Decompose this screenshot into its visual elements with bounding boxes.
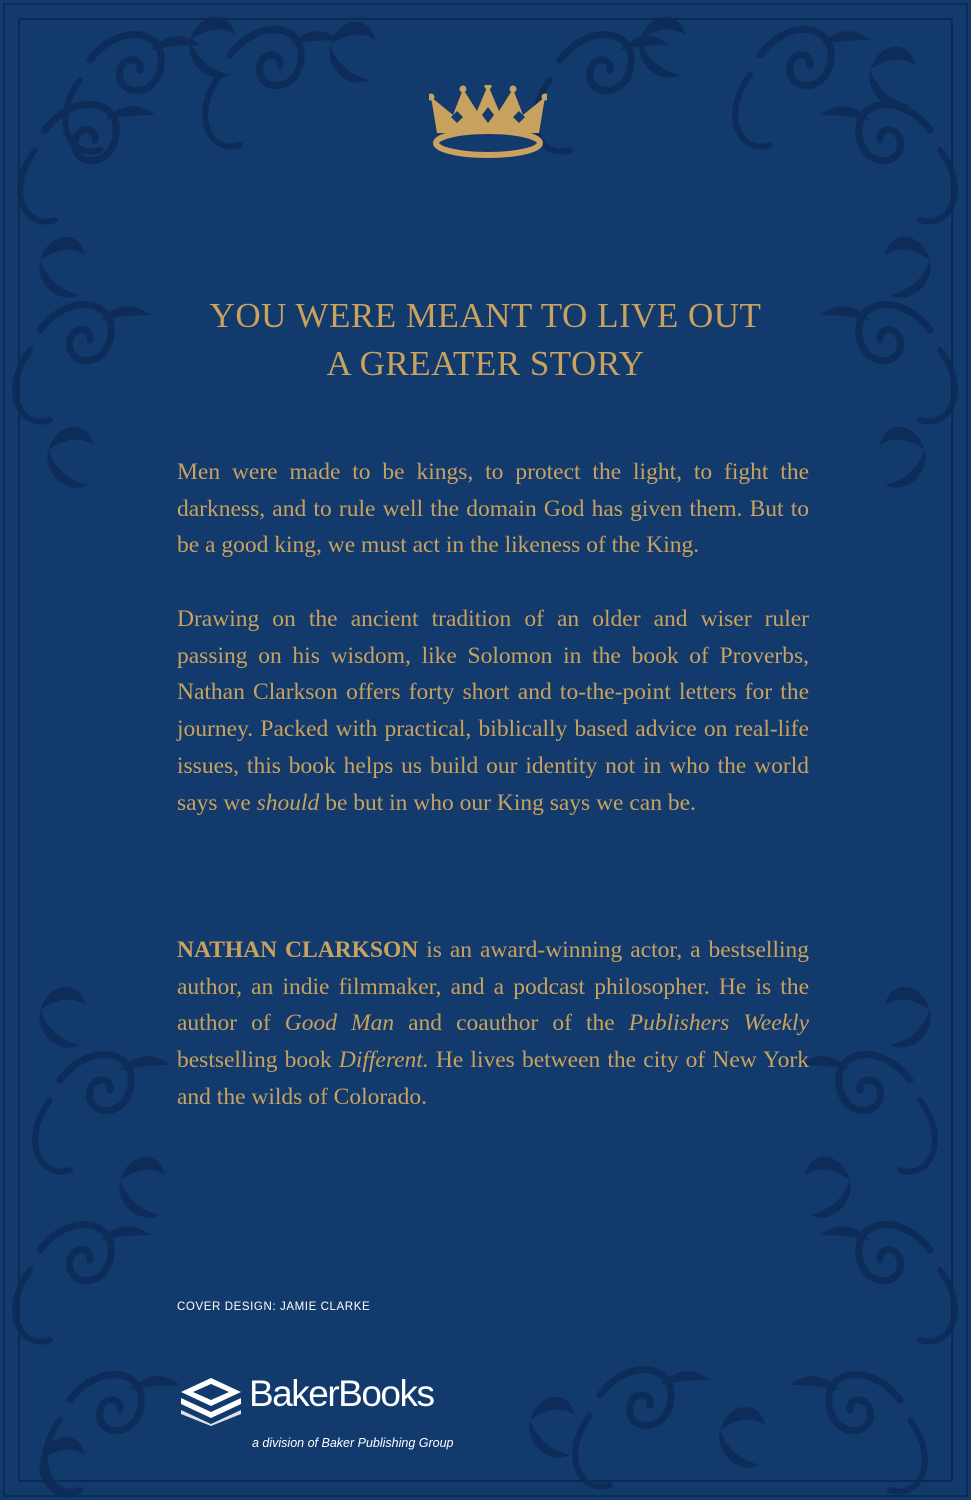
bio-book-1: Good Man	[284, 1010, 395, 1037]
bio-publication: Publishers Weekly	[628, 1010, 810, 1037]
author-bio	[177, 932, 809, 1116]
book-stack-icon	[177, 1376, 245, 1426]
headline-line-2: A GREATER STORY	[326, 344, 645, 383]
publisher-name: BakerBooks	[249, 1373, 434, 1414]
paragraph-2-emphasis: should	[256, 789, 320, 816]
bio-book-2: Different.	[338, 1047, 429, 1074]
bio-text-1: is an award-winning actor, a bestselling author, an indie filmmaker, and a podcast philosopher. He is the author of	[177, 937, 810, 1037]
author-name: NATHAN CLARKSON	[177, 937, 419, 963]
paragraph-2-text-b: be but in who our King says we can be.	[319, 789, 696, 816]
description-paragraph-2	[177, 601, 809, 821]
publisher-logo	[177, 1373, 497, 1463]
crown-icon	[429, 85, 547, 160]
paragraph-2-text-a: Drawing on the ancient tradition of an older and wiser ruler passing on his wisdom, like Solomon in the book of Proverbs, Nathan Clarkson offers forty short and to-the-point letters for the journey. Packed with practical, biblically based advice on real-life issues, this book helps us build our identity not in who the world says we	[177, 606, 809, 816]
headline-line-1: YOU WERE MEANT TO LIVE OUT	[209, 296, 762, 335]
description-paragraph-1: Men were made to be kings, to protect the light, to fight the darkness, and to rule well the domain God has given them. But to be a good king, we must act in the likeness of the King.	[177, 459, 809, 559]
bio-text-3: bestselling book	[177, 1047, 339, 1074]
cover-design-credit: COVER DESIGN: JAMIE CLARKE	[177, 1301, 371, 1313]
bio-text-4: He lives between the city of New York and the wilds of Colorado.	[177, 1047, 809, 1110]
publisher-tagline: a division of Baker Publishing Group	[252, 1436, 454, 1450]
headline	[100, 292, 871, 388]
bio-text-2: and coauthor of the	[394, 1010, 629, 1037]
